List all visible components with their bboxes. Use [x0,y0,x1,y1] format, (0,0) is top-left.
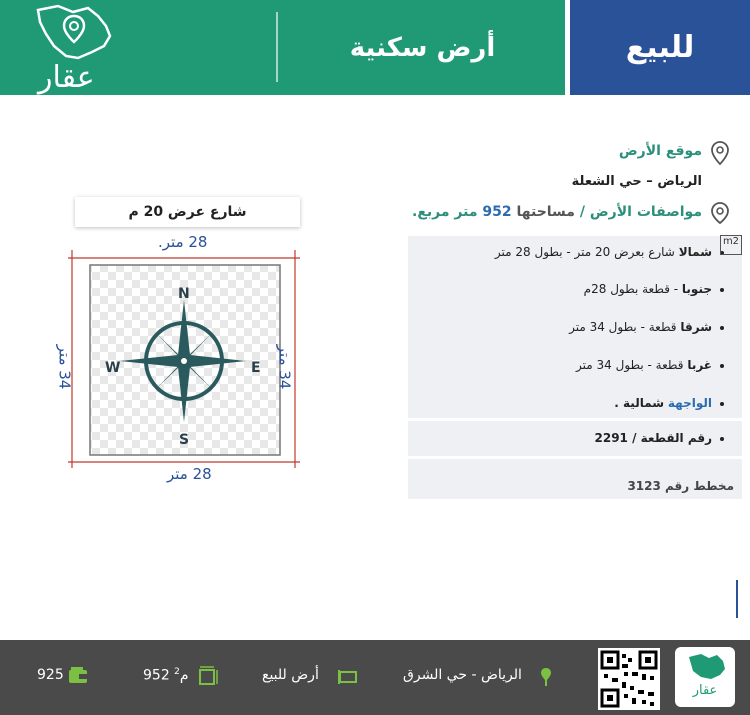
compass-s: S [179,432,190,448]
compass-w: W [105,360,121,376]
qr-code[interactable] [598,648,660,710]
location-title: موقع الأرض [618,143,702,159]
saudi-map-icon [675,647,735,687]
compass-e: E [251,360,261,376]
border-south: جنوبا - قطعة بطول 28م [583,282,712,296]
wallet-icon [67,666,89,686]
border-north: شمالا شارع بعرض 20 متر - بطول 28 متر [494,245,712,259]
facade: الواجهة شمالية . [614,396,712,410]
location-text: الرياض – حي الشعلة [571,174,702,189]
bullet [720,437,724,441]
footer-type: أرض للبيع [262,667,319,683]
border-west: غربا قطعة - بطول 34 متر [576,358,712,372]
location-pin-icon-2 [709,201,731,225]
saudi-map-icon [28,2,118,62]
footer-area: 952 م$^2$ [143,667,189,684]
sale-status: للبيع [625,30,695,65]
bullet [720,402,724,406]
border-east: شرقا قطعة - بطول 34 متر [569,320,712,334]
land-type-title: أرض سكنية [349,32,496,63]
right-measure: 34 متر [275,344,294,390]
scrollbar[interactable] [736,580,738,618]
street-label: شارع عرض 20 م [75,197,300,227]
specs-area: 952 [482,204,512,220]
specs-line [412,204,702,220]
area-resize-icon [196,665,218,687]
specs-unit: متر مربع. [412,204,478,220]
left-measure: 34 متر [55,344,74,390]
compass-n: N [178,286,190,302]
bullet [720,364,724,368]
bullet [720,326,724,330]
logo-text: عقار [38,60,95,95]
plan-number: مخطط رقم 3123 [627,479,734,493]
bullet [720,288,724,292]
specs-area-prefix: مساحتها [516,204,575,220]
location-pin-icon-footer [540,667,552,687]
borders-panel [408,236,742,418]
area-icon: m2 [720,235,742,255]
bottom-measure: 28 متر [167,465,212,483]
footer-logo-text: عقار [692,683,718,698]
plan-panel [408,459,742,499]
plot-number: رقم القطعة / 2291 [594,431,712,445]
specs-label: مواصفات الأرض / [579,204,702,220]
plot-panel [408,421,742,456]
land-tag-icon [338,670,358,684]
location-pin-icon [709,140,731,166]
footer-logo[interactable] [675,647,735,707]
header-divider [276,12,278,82]
footer-price: 925 [37,667,64,683]
footer-location: الرياض - حي الشرق [403,667,522,683]
top-measure: 28 متر. [158,233,208,251]
